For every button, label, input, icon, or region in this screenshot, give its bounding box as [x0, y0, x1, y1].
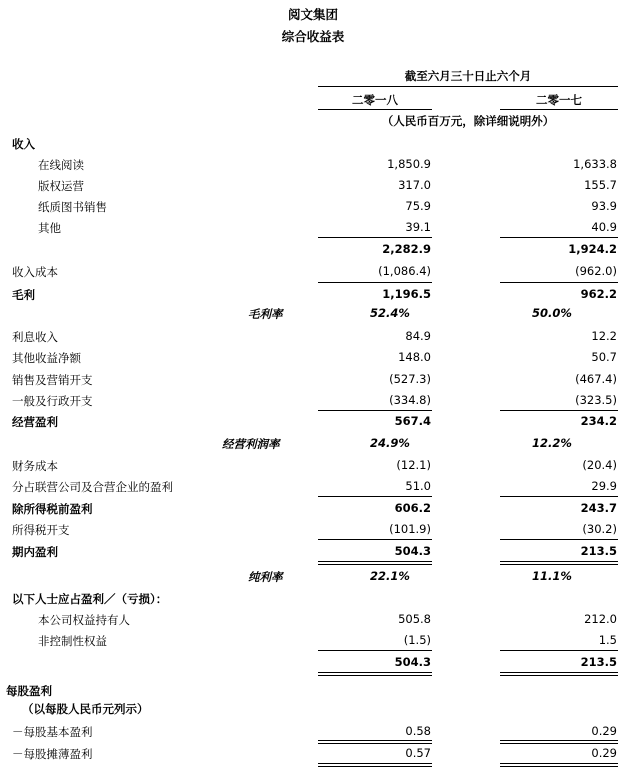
revenue-title: 收入 [12, 137, 35, 151]
value-2018: 39.1 [405, 220, 431, 234]
margin-2017: 11.1% [532, 569, 572, 583]
line-label: 纸质图书销售 [38, 200, 107, 214]
value-2018: 567.4 [394, 414, 431, 428]
value-2018: 148.0 [398, 350, 431, 364]
value-2018: 317.0 [398, 178, 431, 192]
subtotal-rule [318, 410, 432, 411]
period-header: 截至六月三十日止六个月 [404, 69, 532, 83]
value-2017: (467.4) [575, 372, 617, 386]
value-2018: 51.0 [405, 479, 431, 493]
subtotal-rule [318, 650, 432, 651]
total-double-rule [500, 740, 618, 744]
subtotal-rule [500, 496, 618, 497]
total-double-rule [318, 672, 432, 676]
value-2017: (962.0) [575, 264, 617, 278]
header-rule [318, 86, 618, 87]
value-2017: 29.9 [591, 479, 617, 493]
company-name: 阅文集团 [287, 7, 338, 22]
line-label: 非控制性权益 [38, 634, 107, 648]
line-label: 利息收入 [12, 330, 58, 344]
value-2017: (20.4) [582, 458, 617, 472]
value-2017: 12.2 [591, 329, 617, 343]
value-2017: 50.7 [591, 350, 617, 364]
line-label: 版权运营 [38, 179, 84, 193]
value-2018: 84.9 [405, 329, 431, 343]
value-2018: 1,850.9 [387, 157, 431, 171]
value-2018: (527.3) [389, 372, 431, 386]
line-label: －每股基本盈利 [12, 725, 93, 739]
subtotal-rule [318, 237, 432, 238]
value-2018: 0.58 [405, 724, 431, 738]
value-2018: (334.8) [389, 393, 431, 407]
subtotal-rule [318, 539, 432, 540]
value-2017: 212.0 [584, 612, 617, 626]
line-label: 所得税开支 [12, 523, 70, 537]
margin-2018: 22.1% [370, 569, 410, 583]
line-label: 分占联营公司及合营企业的盈利 [12, 480, 173, 494]
total-double-rule [500, 561, 618, 565]
line-label: 销售及营销开支 [12, 373, 93, 387]
margin-label: 经营利润率 [222, 437, 280, 451]
line-label: 一般及行政开支 [12, 394, 93, 408]
margin-2018: 24.9% [370, 436, 410, 450]
subtotal-rule [500, 410, 618, 411]
subtotal-rule [318, 282, 432, 283]
value-2017: 234.2 [580, 414, 617, 428]
value-2018: 1,196.5 [382, 287, 431, 301]
total-double-rule [500, 763, 618, 767]
subtotal-rule [500, 539, 618, 540]
margin-2018: 52.4% [370, 306, 410, 320]
value-2017: 213.5 [580, 544, 617, 558]
value-2018: 606.2 [394, 501, 431, 515]
line-label: 其他收益净额 [12, 351, 81, 365]
eps-title: 每股盈利 [6, 684, 52, 698]
subtotal-rule [500, 650, 618, 651]
value-2018: 75.9 [405, 199, 431, 213]
margin-2017: 12.2% [532, 436, 572, 450]
unit-note: （人民币百万元，除详细说明外） [381, 114, 555, 128]
statement-title: 综合收益表 [281, 29, 345, 44]
value-2017: (323.5) [575, 393, 617, 407]
subtotal-rule [500, 282, 618, 283]
margin-label: 毛利率 [248, 307, 283, 321]
attributable-total-2018: 504.3 [394, 655, 431, 669]
line-label: 财务成本 [12, 459, 58, 473]
line-label: 收入成本 [12, 265, 58, 279]
subtotal-rule [500, 237, 618, 238]
value-2017: 0.29 [591, 724, 617, 738]
margin-label: 纯利率 [248, 570, 283, 584]
value-2017: (30.2) [582, 522, 617, 536]
value-2017: 93.9 [591, 199, 617, 213]
value-2017: 155.7 [584, 178, 617, 192]
value-2018: 504.3 [394, 544, 431, 558]
line-label: 经营盈利 [12, 415, 58, 429]
eps-subtitle: （以每股人民币元列示） [22, 702, 149, 716]
value-2017: 243.7 [580, 501, 617, 515]
total-double-rule [318, 763, 432, 767]
revenue-total-2018: 2,282.9 [382, 242, 431, 256]
value-2018: (101.9) [389, 522, 431, 536]
value-2018: 0.57 [405, 746, 431, 760]
line-label: 除所得税前盈利 [12, 502, 93, 516]
line-label: －每股摊薄盈利 [12, 747, 93, 761]
total-double-rule [318, 740, 432, 744]
margin-2017: 50.0% [532, 306, 572, 320]
col-2017-rule [500, 109, 618, 110]
line-label: 其他 [38, 221, 61, 235]
attributable-title: 以下人士应占盈利／（亏损）： [12, 592, 168, 606]
value-2017: 1.5 [598, 633, 617, 647]
value-2017: 962.2 [580, 287, 617, 301]
col-2017-header: 二零一七 [536, 93, 582, 107]
line-label: 在线阅读 [38, 158, 84, 172]
col-2018-header: 二零一八 [352, 93, 398, 107]
line-label: 本公司权益持有人 [38, 613, 130, 627]
value-2017: 40.9 [591, 220, 617, 234]
line-label: 毛利 [12, 288, 35, 302]
value-2017: 1,633.8 [573, 157, 617, 171]
line-label: 期内盈利 [12, 545, 58, 559]
total-double-rule [500, 672, 618, 676]
value-2018: (1.5) [403, 633, 431, 647]
value-2018: 505.8 [398, 612, 431, 626]
col-2018-rule [318, 109, 432, 110]
value-2018: (1,086.4) [378, 264, 431, 278]
total-double-rule [318, 561, 432, 565]
value-2017: 0.29 [591, 746, 617, 760]
value-2018: (12.1) [396, 458, 431, 472]
revenue-total-2017: 1,924.2 [568, 242, 617, 256]
subtotal-rule [318, 496, 432, 497]
attributable-total-2017: 213.5 [580, 655, 617, 669]
